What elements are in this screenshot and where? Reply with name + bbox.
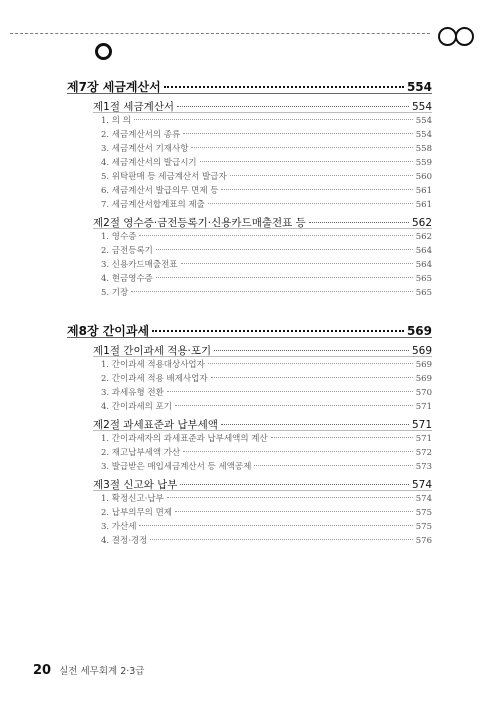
toc-item[interactable] [101,142,432,154]
chapter-title: 제7장 세금계산서 [67,80,161,94]
dot-leader [221,189,412,190]
page-ref: 561 [415,200,432,210]
toc-item[interactable] [101,184,432,196]
dot-leader [271,437,413,438]
toc-item[interactable] [101,286,432,298]
page-ref: 576 [415,536,432,546]
item-title: 1. 간이과세 적용대상사업자 [101,360,205,370]
toc-item[interactable] [101,244,432,256]
page-ref: 554 [406,80,432,94]
item-title: 3. 신용카드매출전표 [101,260,178,270]
item-title: 6. 세금계산서 발급의무 면제 등 [101,186,219,196]
toc-item[interactable] [101,156,432,168]
item-title: 4. 결정·경정 [101,536,148,546]
dot-leader [167,497,413,498]
page-ref: 574 [411,479,432,491]
toc-item[interactable] [101,446,432,458]
toc-item[interactable] [101,400,432,412]
dot-leader [183,133,413,134]
page-ref: 558 [415,144,432,154]
page-ref: 564 [415,246,432,256]
section-rule [93,490,432,491]
dot-leader [208,203,413,204]
page-ref: 571 [411,419,432,431]
item-title: 4. 간이과세의 포기 [101,402,172,412]
toc-item[interactable] [101,230,432,242]
toc-item[interactable] [101,432,432,444]
section-rule [93,430,432,431]
dot-leader [211,377,413,378]
page-ref: 574 [415,494,432,504]
dot-leader [181,263,413,264]
toc-item[interactable] [101,272,432,284]
page-ref: 554 [415,116,432,126]
dot-leader [230,175,413,176]
item-title: 2. 세금계산서의 종류 [101,130,181,140]
dot-leader [139,525,412,526]
page-ref: 559 [415,158,432,168]
item-title: 5. 위탁판매 등 세금계산서 발급자 [101,172,227,182]
item-title: 4. 현금영수증 [101,274,153,284]
page-ref: 562 [411,217,432,229]
toc-item[interactable] [101,358,432,370]
page-ref: 569 [411,345,432,357]
page-ref: 561 [415,186,432,196]
dot-leader [177,106,409,107]
dot-leader [131,291,413,292]
dot-leader [208,363,413,364]
section-title: 제2절 영수증·금전등록기·신용카드매출전표 등 [93,217,306,229]
section-title: 제3절 신고와 납부 [93,479,178,491]
dot-leader [214,350,409,351]
dot-leader [150,539,412,540]
section-rule [93,112,432,113]
dot-leader [200,161,413,162]
section-rule [93,228,432,229]
item-title: 3. 과세유형 전환 [101,388,164,398]
item-title: 2. 간이과세 적용 배제사업자 [101,374,208,384]
item-title: 4. 세금계산서의 발급시기 [101,158,197,168]
page-ref: 571 [415,402,432,412]
toc-item[interactable] [101,114,432,126]
page-ref: 554 [415,130,432,140]
dot-leader [139,235,412,236]
chapter-rule [67,93,432,94]
dot-leader [175,405,413,406]
page-ref: 575 [415,522,432,532]
dot-leader [156,277,413,278]
page-ref: 554 [411,101,432,113]
dot-leader [134,119,413,120]
toc-item[interactable] [101,372,432,384]
dot-leader [156,249,413,250]
item-title: 3. 가산세 [101,522,137,532]
dot-leader [191,147,412,148]
item-title: 2. 금전등록기 [101,246,153,256]
toc-item[interactable] [101,520,432,532]
item-title: 1. 영수증 [101,232,137,242]
dot-leader [221,424,409,425]
dot-leader [183,451,413,452]
page-ref: 571 [415,434,432,444]
chapter-title: 제8장 간이과세 [67,324,150,338]
page-footer [33,663,144,678]
dot-leader [180,484,409,485]
item-title: 5. 기장 [101,288,129,298]
toc-item[interactable] [101,258,432,270]
page-number: 20 [33,663,52,678]
toc-item[interactable] [101,386,432,398]
item-title: 7. 세금계산서합계표의 제출 [101,200,205,210]
page-ref: 565 [415,274,432,284]
page-ref: 562 [415,232,432,242]
page-ref: 569 [415,374,432,384]
dot-leader [309,222,409,223]
page-ref: 572 [415,448,432,458]
running-title: 실전 세무회계 2·3급 [59,666,145,677]
item-title: 2. 재고납부세액 가산 [101,448,181,458]
section-title: 제1절 간이과세 적용·포기 [93,345,212,357]
page-ref: 575 [415,508,432,518]
toc-item[interactable] [101,170,432,182]
section-rule [93,356,432,357]
page-ref: 569 [406,324,432,338]
item-title: 1. 확정신고·납부 [101,494,164,504]
page-ref: 565 [415,288,432,298]
section-title: 제1절 세금계산서 [93,101,175,113]
toc-item[interactable] [101,534,432,546]
toc-item[interactable] [101,492,432,504]
item-title: 3. 세금계산서 기재사항 [101,144,189,154]
chapter-rule [67,337,432,338]
item-title: 1. 의 의 [101,116,131,126]
toc-item[interactable] [101,506,432,518]
page-ref: 569 [415,360,432,370]
page-ref: 564 [415,260,432,270]
page-ref: 560 [415,172,432,182]
item-title: 2. 납부의무의 면제 [101,508,172,518]
dot-leader [164,86,404,88]
toc-item[interactable] [101,460,432,472]
dot-leader [167,391,413,392]
item-title: 3. 발급받은 매입세금계산서 등 세액공제 [101,462,252,472]
dot-leader [152,330,404,332]
page-ref: 573 [415,462,432,472]
dot-leader [254,465,412,466]
section-title: 제2절 과세표준과 납부세액 [93,419,218,431]
page-ref: 570 [415,388,432,398]
toc-item[interactable] [101,198,432,210]
item-title: 1. 간이과세자의 과세표준과 납부세액의 계산 [101,434,268,444]
dot-leader [175,511,413,512]
toc-item[interactable] [101,128,432,140]
